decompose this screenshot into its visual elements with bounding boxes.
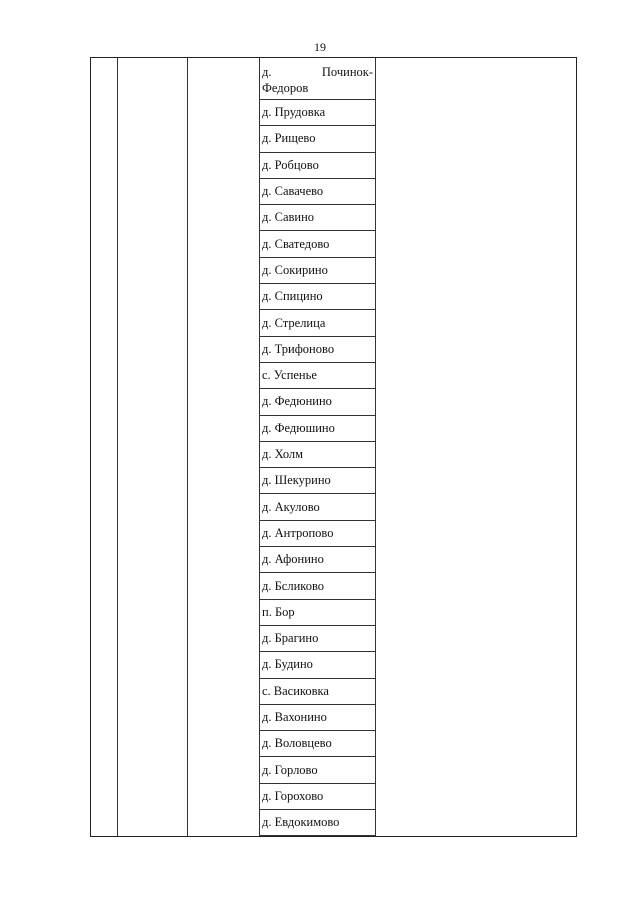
village-cell: [259, 573, 375, 599]
village-cell: [259, 205, 375, 231]
village-cell: [259, 652, 375, 678]
village-name: д. Антропово: [262, 525, 334, 540]
village-cell: [259, 810, 375, 836]
village-name: д. Воловцево: [262, 736, 332, 751]
page-number: 19: [314, 40, 326, 54]
village-name: д. Трифоново: [262, 341, 335, 356]
village-name: д. Вахонино: [262, 710, 327, 725]
village-name: д. Горохово: [262, 788, 324, 803]
village-cell: [259, 731, 375, 757]
village-cell: [259, 284, 375, 310]
village-cell: [259, 705, 375, 731]
village-name: д. Сокирино: [262, 262, 328, 277]
village-name: д. Стрелица: [262, 315, 326, 330]
village-cell: [259, 547, 375, 573]
village-name: д. Федюнино: [262, 394, 332, 409]
village-cell: [259, 468, 375, 494]
village-cell: [259, 784, 375, 810]
village-cell: [259, 153, 375, 179]
village-name: д. Сватедово: [262, 236, 330, 251]
village-cell: [259, 232, 375, 258]
village-cell: [259, 600, 375, 626]
village-name: д. Брагино: [262, 631, 319, 646]
village-cell: [259, 389, 375, 415]
village-name: д. Бсликово: [262, 578, 325, 593]
village-cell: [259, 626, 375, 652]
village-name: д. Савино: [262, 210, 315, 225]
village-name: д. Холм: [262, 447, 304, 462]
village-cell: [259, 126, 375, 152]
village-name: д. Шекурино: [262, 473, 331, 488]
village-name: д. Федюшино: [262, 420, 335, 435]
village-cell: [259, 521, 375, 547]
village-name: д. Спицино: [262, 289, 323, 304]
village-cell: [259, 100, 375, 126]
village-name: д. Будино: [262, 657, 313, 672]
village-cell: [259, 337, 375, 363]
village-cell: [259, 495, 375, 521]
village-cell: [259, 416, 375, 442]
village-cell: [259, 58, 375, 100]
village-cell: [259, 363, 375, 389]
village-name: д. Робцово: [262, 157, 319, 172]
village-name: п. Бор: [262, 604, 295, 619]
village-name: д. Савачево: [262, 184, 324, 199]
village-cell: [259, 442, 375, 468]
village-name-part2: Федоров: [262, 81, 309, 95]
village-name-part1: Починок-: [321, 65, 373, 79]
village-name: д. Горлово: [262, 762, 318, 777]
village-name: д. Евдокимово: [262, 815, 340, 830]
settlements-table: [90, 57, 577, 837]
village-name: д. Прудовка: [262, 105, 326, 120]
village-name: д. Акулово: [262, 499, 320, 514]
village-cell: [259, 679, 375, 705]
village-prefix: д.: [262, 65, 272, 79]
column-divider: [375, 58, 376, 836]
village-name: д. Афонино: [262, 552, 324, 567]
village-cell: [259, 758, 375, 784]
village-cell: [259, 258, 375, 284]
column-divider: [187, 58, 188, 836]
village-name: с. Успенье: [262, 368, 317, 383]
village-name: д. Рищево: [262, 131, 316, 146]
village-name: с. Васиковка: [262, 683, 329, 698]
village-cell: [259, 310, 375, 336]
column-divider: [117, 58, 118, 836]
village-cell: [259, 179, 375, 205]
